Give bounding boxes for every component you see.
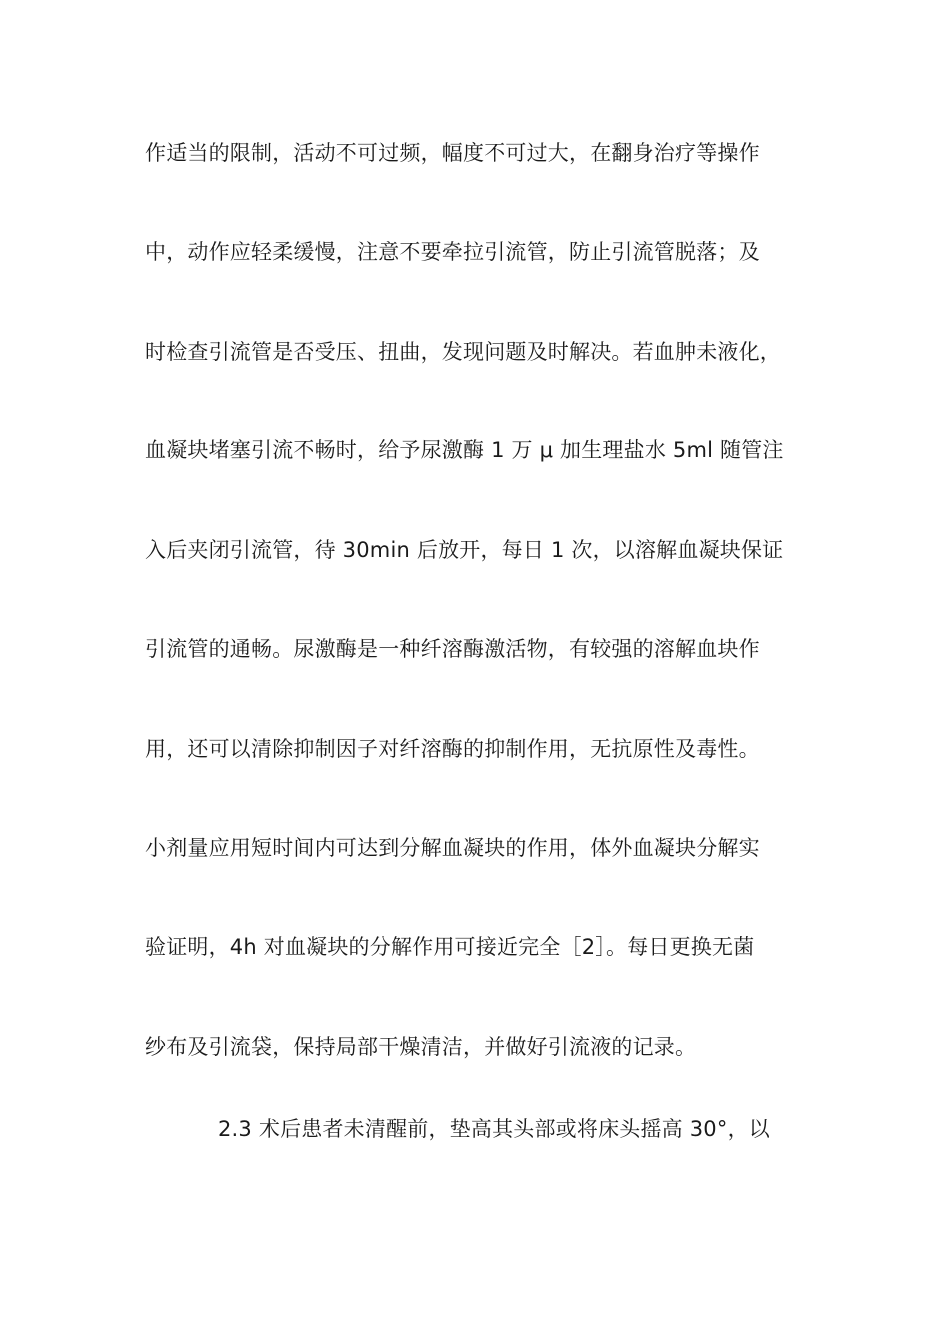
- text-line: 入后夹闭引流管，待 30min 后放开，每日 1 次，以溶解血凝块保证: [145, 538, 784, 562]
- text-line: 引流管的通畅。尿激酶是一种纤溶酶激活物，有较强的溶解血块作: [145, 637, 760, 661]
- text-line: 用，还可以清除抑制因子对纤溶酶的抑制作用，无抗原性及毒性。: [145, 737, 760, 761]
- text-line: 作适当的限制，活动不可过频，幅度不可过大，在翻身治疗等操作: [145, 141, 760, 165]
- text-line: 中，动作应轻柔缓慢，注意不要牵拉引流管，防止引流管脱落；及: [145, 240, 760, 264]
- text-line: 血凝块堵塞引流不畅时，给予尿激酶 1 万 μ 加生理盐水 5ml 随管注: [145, 438, 784, 462]
- text-line: 验证明，4h 对血凝块的分解作用可接近完全［2］。每日更换无菌: [145, 935, 755, 959]
- text-line: 时检查引流管是否受压、扭曲，发现问题及时解决。若血肿未液化，: [145, 340, 781, 364]
- text-line: 纱布及引流袋，保持局部干燥清洁，并做好引流液的记录。: [145, 1035, 697, 1059]
- text-line: 小剂量应用短时间内可达到分解血凝块的作用，体外血凝块分解实: [145, 836, 760, 860]
- section-heading-line: 2.3 术后患者未清醒前，垫高其头部或将床头摇高 30°，以: [218, 1117, 770, 1141]
